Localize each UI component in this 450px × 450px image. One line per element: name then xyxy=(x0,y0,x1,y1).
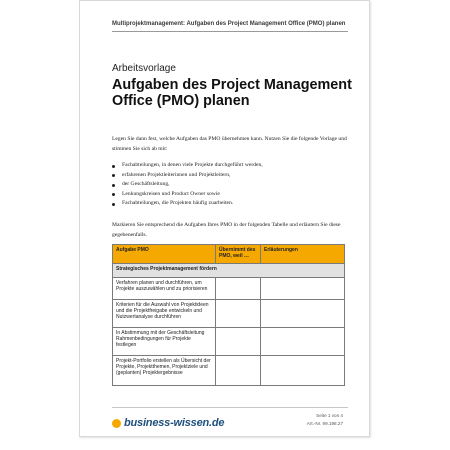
reason-cell[interactable] xyxy=(216,356,261,386)
running-header: Multiprojektmanagement: Aufgaben des Project Management Office (PMO) planen xyxy=(112,21,346,27)
list-item xyxy=(112,171,352,181)
list-item-text: der Geschäftsleitung, xyxy=(122,181,170,188)
list-item xyxy=(112,199,352,209)
stakeholder-list xyxy=(112,161,352,209)
task-cell: In Abstimmung mit der Geschäftsleitung Rahmenbedingungen für Projekte festlegen xyxy=(113,328,216,356)
brand-dot-icon xyxy=(112,419,121,428)
section-heading: Strategisches Projektmanagement fördern xyxy=(113,264,345,278)
notes-cell[interactable] xyxy=(261,356,345,386)
article-number: Art.-Nr. 99.198.27 xyxy=(306,421,343,426)
task-cell: Kriterien für die Auswahl von Projektideen und die Projektfreigabe entwickeln und Nutzwertanalyse durchführen xyxy=(113,300,216,328)
intro-paragraph: Legen Sie dann fest, welche Aufgaben das PMO übernehmen kann. Nutzen Sie die folgende Vorlage und stimmen Sie sich ab mit: xyxy=(112,136,347,152)
column-header-reason: Übernimmt des PMO, weil … xyxy=(216,245,261,264)
document-page xyxy=(79,0,370,437)
footer-divider xyxy=(112,407,348,408)
table-row xyxy=(113,356,345,386)
brand-logo xyxy=(112,416,224,430)
list-item-text: erfahrenen Projektleiterinnen und Projektleitern, xyxy=(122,171,231,178)
bullet-icon xyxy=(112,203,115,206)
brand-name: business-wissen.de xyxy=(124,417,225,429)
notes-cell[interactable] xyxy=(261,300,345,328)
reason-cell[interactable] xyxy=(216,328,261,356)
document-label: Arbeitsvorlage xyxy=(112,63,176,74)
notes-cell[interactable] xyxy=(261,278,345,300)
bullet-icon xyxy=(112,193,115,196)
list-item-text: Lenkungskreisen und Product Owner sowie xyxy=(122,190,220,197)
column-header-notes: Erläuterungen xyxy=(261,245,345,264)
task-cell: Verfahren planen und durchführen, um Projekte auszuwählen und zu priorisieren xyxy=(113,278,216,300)
bullet-icon xyxy=(112,184,115,187)
list-item-text: Fachabteilungen, in denen viele Projekte durchgeführt werden, xyxy=(122,162,263,168)
bullet-icon xyxy=(112,165,115,168)
task-cell: Projekt-Portfolio erstellen als Übersicht der Projekte, Projektthemen, Projektziele und (geplanten) Projektergebnisse xyxy=(113,356,216,386)
table-row xyxy=(113,278,345,300)
list-item-text: Fachabteilungen, die Projekten häufig zuarbeiten. xyxy=(122,200,234,207)
list-item xyxy=(112,180,352,190)
table-section-row xyxy=(113,264,345,278)
list-item xyxy=(112,190,352,200)
table-row xyxy=(113,328,345,356)
notes-cell[interactable] xyxy=(261,328,345,356)
document-title: Aufgaben des Project Management Office (PMO) planen xyxy=(112,77,352,109)
instruction-paragraph: Markieren Sie entsprechend die Aufgaben Ihres PMO in der folgenden Tabelle und erläutern Sie diese gegebenenfalls. xyxy=(112,222,341,238)
bullet-icon xyxy=(112,174,115,177)
reason-cell[interactable] xyxy=(216,300,261,328)
table-row xyxy=(113,300,345,328)
table-header-row xyxy=(113,245,345,264)
header-divider xyxy=(112,31,348,32)
reason-cell[interactable] xyxy=(216,278,261,300)
list-item xyxy=(112,161,352,171)
column-header-task: Aufgabe PMO xyxy=(113,245,216,264)
pmo-task-table xyxy=(112,244,345,386)
page-number: Seite 1 von 4 xyxy=(316,413,343,418)
